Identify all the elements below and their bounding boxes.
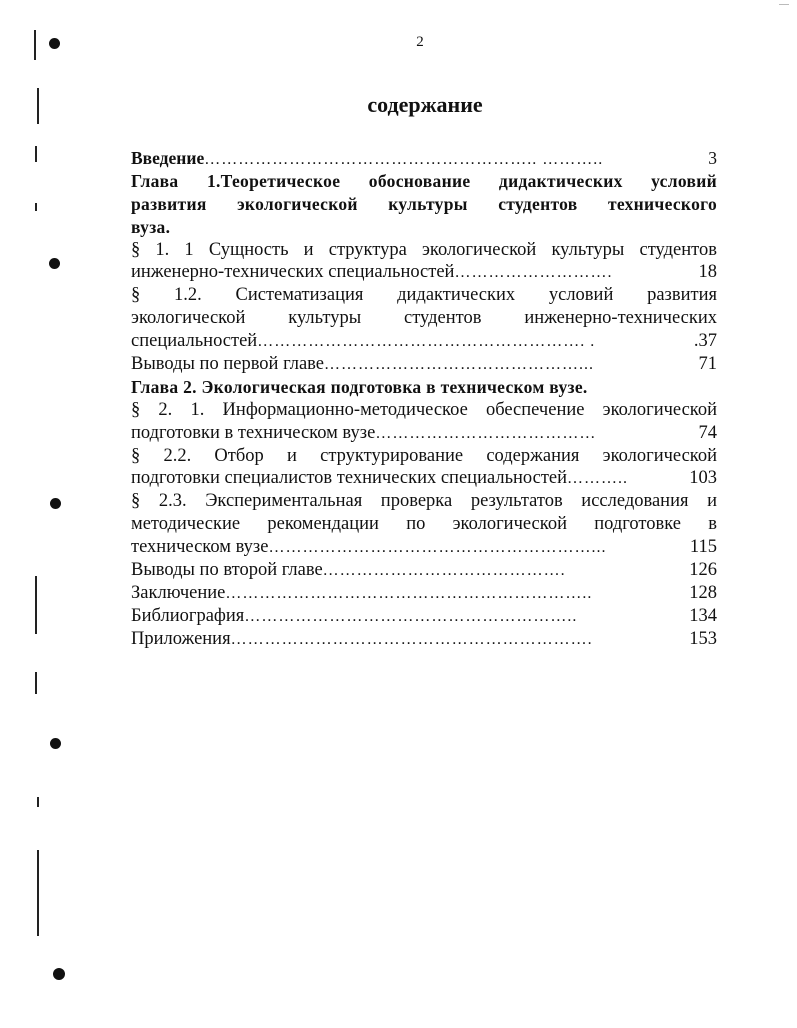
- toc-entry-concl1: [131, 353, 717, 376]
- toc-entry-text: Приложения: [131, 628, 231, 649]
- punch-hole: [49, 258, 60, 269]
- scan-edge-mark: [35, 203, 37, 211]
- scan-edge-mark: [35, 672, 37, 694]
- toc-leader-dots: …………………………………………………..: [244, 607, 578, 625]
- toc-leader-dots: ……………………………………………………….: [230, 630, 593, 648]
- punch-hole: [50, 498, 61, 509]
- scan-edge-mark: [37, 797, 39, 807]
- toc-entry-line: § 1.2. Систематизация дидактических условий развития: [131, 285, 717, 306]
- toc-entry-s1-2: [131, 330, 717, 353]
- scan-edge-mark: [37, 850, 39, 936]
- toc-entry-s1-1: [131, 261, 717, 284]
- table-of-contents: [131, 147, 717, 651]
- toc-entry-text: Библиография: [131, 605, 245, 626]
- toc-entry-text: подготовки в техническом вузе: [131, 422, 376, 443]
- toc-entry-line: методические рекомендации по экологической подготовке в: [131, 514, 717, 535]
- toc-leader-dots: ………………………………………………….. ………..: [204, 151, 604, 168]
- toc-leader-dots: …………………………………….: [322, 562, 566, 580]
- toc-leader-dots: ……………………….: [454, 264, 613, 282]
- toc-entry-line: § 2.3. Экспериментальная проверка результатов исследования и: [131, 491, 717, 512]
- toc-entry-s2-3: [131, 536, 717, 559]
- toc-heading-line: развития экологической культуры студентов технического: [131, 193, 717, 214]
- toc-leader-dots: ………………………………………...: [324, 356, 595, 374]
- page-number: 2: [416, 34, 424, 50]
- toc-entry-s2-2: [131, 467, 717, 490]
- toc-page-number: 134: [689, 605, 717, 626]
- scan-corner-mark: [779, 0, 789, 5]
- toc-heading-line: вуза.: [131, 216, 171, 237]
- punch-hole: [53, 968, 65, 980]
- toc-entry-line: § 2.2. Отбор и структурирование содержания экологической: [131, 445, 717, 466]
- toc-page-number: 74: [698, 422, 717, 443]
- toc-leader-dots: …………………………………………………. .: [257, 333, 596, 351]
- scan-edge-mark: [35, 576, 37, 634]
- toc-leader-dots: …………………………………………………...: [268, 539, 607, 557]
- toc-page-number: 3: [708, 148, 717, 168]
- toc-entry-s2-1: [131, 422, 717, 445]
- toc-leader-dots: ………..: [567, 470, 629, 488]
- toc-title: содержание: [367, 92, 483, 117]
- toc-page-number: 126: [689, 560, 717, 581]
- toc-page-number: 115: [689, 537, 717, 558]
- toc-page-number: 18: [698, 262, 717, 283]
- toc-entry-text: техническом вузе: [131, 537, 269, 558]
- toc-entry-text: инженерно-технических специальностей: [131, 262, 455, 283]
- toc-entry-text: Заключение: [131, 582, 226, 603]
- toc-page-number: 153: [689, 628, 717, 649]
- scan-edge-mark: [34, 30, 36, 60]
- punch-hole: [49, 38, 60, 49]
- toc-leader-dots: …………………………………: [375, 424, 597, 442]
- toc-entry-text: специальностей: [131, 331, 258, 352]
- toc-entry-line: § 1. 1 Сущность и структура экологической культуры студентов: [131, 239, 717, 260]
- scan-edge-mark: [35, 146, 37, 162]
- toc-entry-line: экологической культуры студентов инженерно-технических: [131, 308, 717, 329]
- toc-entry-text: Выводы по второй главе: [131, 560, 323, 581]
- punch-hole: [50, 738, 61, 749]
- toc-entry-appendix: [131, 628, 717, 651]
- toc-entry-text: подготовки специалистов технических специальностей: [131, 468, 568, 489]
- toc-entry-conclusion: [131, 582, 717, 605]
- toc-entry-intro: [131, 147, 717, 170]
- toc-page-number: 103: [689, 468, 717, 489]
- toc-heading-line: Глава 2. Экологическая подготовка в техническом вузе.: [131, 376, 588, 397]
- toc-page-number: .37: [693, 331, 717, 352]
- toc-entry-line: § 2. 1. Информационно-методическое обеспечение экологической: [131, 399, 717, 420]
- toc-heading-line: Глава 1.Теоретическое обоснование дидактических условий: [131, 170, 717, 191]
- scan-edge-mark: [37, 88, 39, 124]
- toc-page-number: 128: [689, 582, 717, 603]
- toc-leader-dots: ………………………………………………………..: [225, 584, 593, 602]
- toc-entry-concl2: [131, 559, 717, 582]
- toc-entry-bibliography: [131, 605, 717, 628]
- toc-entry-text: Введение: [131, 148, 205, 168]
- toc-entry-text: Выводы по первой главе: [131, 354, 325, 375]
- toc-page-number: 71: [698, 354, 717, 375]
